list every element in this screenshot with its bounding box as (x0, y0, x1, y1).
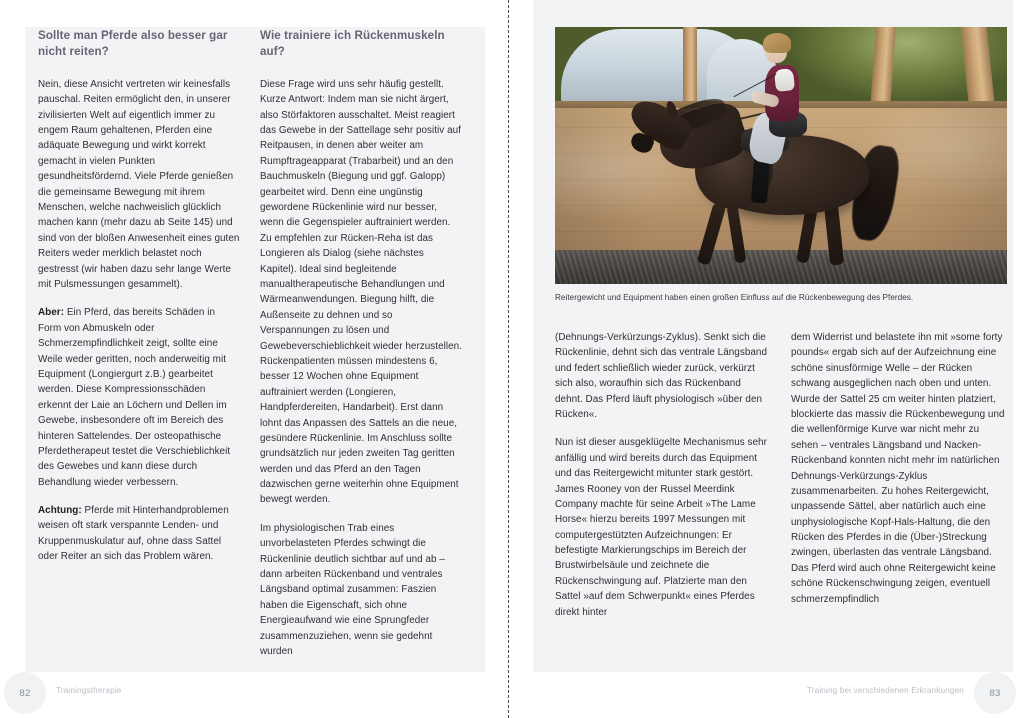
paragraph-lead-aber: Aber: (38, 307, 65, 319)
paragraph-lead-achtung: Achtung: (38, 505, 82, 517)
right-page-columns (555, 330, 1007, 620)
page-number-left: 82 (19, 687, 31, 699)
paragraph-widerrist-messung: dem Widerrist und belastete ihn mit »some forty pounds« ergab sich auf der Aufzeichnung eine schöne sinusförmige Welle – der Rücken schwang ausgeglichen nach oben und unten. Wurde der Sattel 25 cm weiter hinten platziert, blockierte das massiv die Rückenbewegung und die wellenförmige Kurve war nicht mehr zu sehen – ventrales Längsband und Nacken-Rückenband konnten nicht mehr im natürlichen Dehnungs-Verkürzungs-Zyklus zusammenarbeiten. Zu hohes Reitergewicht, unpassende Sättel, aber natürlich auch eine unphysiologische Kopf-Hals-Haltung, die den Rücken des Pferdes in die (Über-)Streckung zwingen, überlasten das ventrale Längsband. Das Pferd wird auch ohne Reitergewicht keine schöne Rückenschwingung zeigen, eventuell schmerzempfindlich (791, 332, 1005, 605)
paragraph-aber-text: Ein Pferd, das bereits Schäden in Form von Abmuskeln oder Schmerzempfindlichkeit zeigt, sollte eine Weile weder geritten, noch anderweitig mit Equipment (Longiergurt z.B.) gearbeitet werden. Diese Kompressionsschäden erkennt der Laie an Löchern und Dellen im Gewebe, insbesondere oft im Bereich des hinteren Sattelendes. Der osteopathische Pferdetherapeut testet die Verschieblichkeit des Gewebes und kann diese durch Behandlung wieder verbessern. (38, 307, 231, 488)
page-number-right: 83 (989, 687, 1001, 699)
paragraph-physiologischer-trab: Im physiologischen Trab eines unvorbelasteten Pferdes schwingt die Rückenlinie deutlich sichtbar auf und ab – dann arbeiten Rückenband und ventrales Längsband optimal zusammen: Faszien haben die Eigenschaft, sich ohne Energieaufwand wie eine Sprungfeder zusammenzuziehen, wenn sie gedehnt wurden (260, 522, 445, 657)
paragraph-aber (38, 305, 240, 490)
photo-caption: Reitergewicht und Equipment haben einen großen Einfluss auf die Rückenbewegung des Pferdes. (555, 293, 914, 302)
photo-arena-footing (555, 250, 1007, 284)
paragraph-nein-diese-ansicht: Nein, diese Ansicht vertreten wir keinesfalls pauschal. Reiten ermöglicht den, in unserer zivilisierten Welt auf eigentlich immer zu engem Raum gehaltenen, Pferden eine adäquate Bewegung und wirkt korrekt gemacht in vielen Punkten gesundheitsfördernd. Viele Pferde genießen die gemeinsame Bewegung mit ihrem Menschen, welche nachweislich glücklich machen kann (mehr dazu ab Seite 145) und sind von der bloßen Anwesenheit eines guten Reiters weder merklich belastet noch gestresst (wir haben dazu sehr lange Werte mit Pulsmessungen gesammelt). (38, 78, 240, 290)
photo-rider-hair (763, 33, 791, 53)
right-page-column-1 (555, 330, 771, 620)
right-page (525, 0, 1020, 718)
left-page-columns (38, 28, 473, 704)
left-page-column-1 (38, 28, 240, 704)
paragraph-dehnungs-verkuerzungs-zyklus: (Dehnungs-Verkürzungs-Zyklus). Senkt sich die Rückenlinie, dehnt sich das ventrale Längsband und federt schließlich wieder zurück, verkürzt sich also, woraufhin sich das Rückenband dehnt. Das Pferd läuft physiologisch »über den Rücken«. (555, 332, 768, 420)
page-fold-dashed-line (508, 0, 509, 718)
photo-rider-on-horse (555, 27, 1007, 284)
left-page-column-2 (260, 28, 462, 704)
page-number-badge-left (4, 672, 46, 714)
left-page-footer (0, 672, 495, 718)
left-page (0, 0, 495, 718)
right-page-column-2 (791, 330, 1007, 620)
section-heading-reiten: Sollte man Pferde also besser gar nicht reiten? (38, 29, 228, 59)
running-head-left: Trainingstherapie (56, 686, 122, 695)
photo-timber-post-1 (683, 27, 697, 107)
photo-canvas (555, 27, 1007, 284)
paragraph-achtung-text: Pferde mit Hinterhandproblemen weisen oft stark verspannte Lenden- und Kruppenmuskulatur auf, ohne dass Sattel oder Reiter an sich das Problem wären. (38, 505, 229, 563)
running-head-right: Training bei verschiedenen Erkrankungen (806, 686, 964, 695)
page-number-badge-right (974, 672, 1016, 714)
photo-rider-shirt (774, 68, 795, 92)
section-heading-rueckenmuskeln: Wie trainiere ich Rückenmuskeln auf? (260, 29, 445, 59)
paragraph-achtung (38, 503, 240, 565)
right-page-footer (525, 672, 1020, 718)
paragraph-james-rooney: Nun ist dieser ausgeklügelte Mechanismus sehr anfällig und wird bereits durch das Equipment und das Reitergewicht mitunter stark gestört. James Rooney von der Russel Meerdink Company machte für seine Arbeit »The Lame Horse« hierzu bereits 1997 Messungen mit computergestützten Aufzeichnungen: Er befestigte Markierungschips im Bereich der Brustwirbelsäule und zeichnete die Rückenschwingung auf. Platzierte man den Sattel »auf dem Schwerpunkt« eines Pferdes direkt hinter (555, 437, 767, 618)
paragraph-diese-frage: Diese Frage wird uns sehr häufig gestellt. Kurze Antwort: Indem man sie nicht ärgert, also Störfaktoren ausschaltet. Meist reagiert das Gewebe in der Sattellage sehr positiv auf Reitpausen, in denen aber weiter am Rumpftrageapparat (Trabarbeit) und an den Bauchmuskeln (Biegung und ggf. Galopp) gearbeitet wird. Denn eine ungünstig gewordene Rückenlinie wird nur besser, wenn die Gegenspieler auftrainiert werden. Zu empfehlen zur Rücken-Reha ist das Longieren als Dialog (siehe nächstes Kapitel). Ideal sind begleitende manualtherapeutische Behandlungen und Wärmeanwendungen. Biegung hilft, die Außenseite zu dehnen und so Verspannungen zu lösen und Gewebeverschieblichkeit wieder herzustellen. Rückenpatienten müssen mindestens 6, besser 12 Wochen ohne Equipment auftrainiert werden (Longieren, Handpferdereiten, Handarbeit). Erst dann lohnt das Anpassen des Sattels an die neue, gesündere Rückenlinie. Im Anschluss sollte grundsätzlich nur jeden zweiten Tag geritten werden und das Pferd an den Tagen dazwischen gerne weiterhin ohne Equipment bewegt werden. (260, 78, 462, 506)
